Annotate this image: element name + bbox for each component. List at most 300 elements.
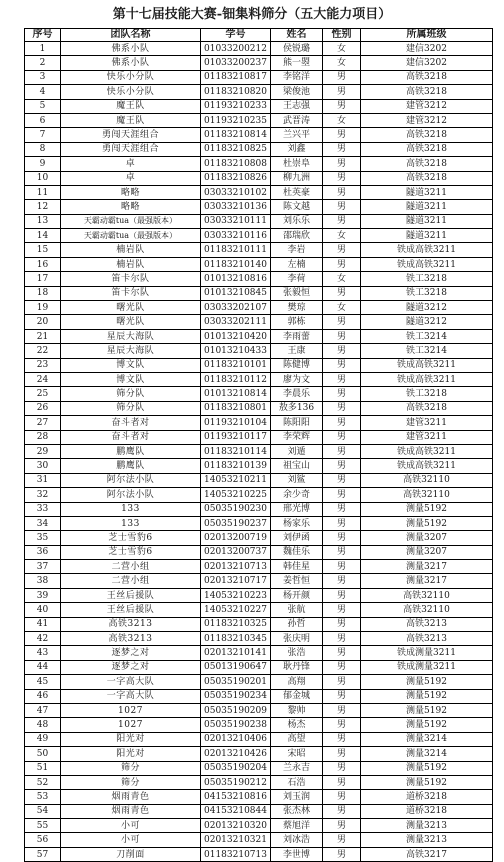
cell-gender: 男 <box>323 660 361 674</box>
cell-team: 快乐小分队 <box>61 70 201 84</box>
cell-team: 卓 <box>61 157 201 171</box>
cell-gender: 男 <box>323 775 361 789</box>
cell-name: 刘遁 <box>271 444 323 458</box>
cell-class: 高铁32110 <box>361 488 493 502</box>
cell-index: 54 <box>25 804 61 818</box>
cell-team: 筛分 <box>61 761 201 775</box>
cell-name: 李雨蕾 <box>271 329 323 343</box>
cell-name: 兰永吉 <box>271 761 323 775</box>
cell-class: 道桥3218 <box>361 804 493 818</box>
cell-index: 37 <box>25 560 61 574</box>
cell-student-id: 05035190238 <box>201 718 271 732</box>
cell-gender: 男 <box>323 171 361 185</box>
cell-gender: 男 <box>323 142 361 156</box>
cell-team: 阳光对 <box>61 747 201 761</box>
table-row <box>25 632 493 646</box>
cell-index: 38 <box>25 574 61 588</box>
table-row <box>25 113 493 127</box>
table-row <box>25 502 493 516</box>
cell-index: 20 <box>25 315 61 329</box>
cell-class: 隧道3212 <box>361 315 493 329</box>
cell-index: 1 <box>25 42 61 56</box>
table-row <box>25 42 493 56</box>
cell-index: 8 <box>25 142 61 156</box>
table-row <box>25 430 493 444</box>
cell-student-id: 01033200212 <box>201 42 271 56</box>
cell-class: 测量5192 <box>361 761 493 775</box>
cell-gender: 男 <box>323 387 361 401</box>
cell-student-id: 04153210844 <box>201 804 271 818</box>
cell-index: 34 <box>25 516 61 530</box>
table-row <box>25 387 493 401</box>
cell-index: 36 <box>25 545 61 559</box>
cell-class: 高铁3218 <box>361 171 493 185</box>
cell-name: 陈文越 <box>271 200 323 214</box>
cell-gender: 男 <box>323 761 361 775</box>
cell-class: 铁成高铁3211 <box>361 257 493 271</box>
cell-index: 52 <box>25 775 61 789</box>
cell-name: 张庆明 <box>271 632 323 646</box>
cell-name: 敖多136 <box>271 401 323 415</box>
cell-class: 测量5192 <box>361 689 493 703</box>
table-row <box>25 675 493 689</box>
cell-team: 高铁3213 <box>61 617 201 631</box>
cell-team: 1027 <box>61 718 201 732</box>
table-row <box>25 157 493 171</box>
cell-class: 高铁3218 <box>361 128 493 142</box>
cell-student-id: 01193210233 <box>201 99 271 113</box>
cell-index: 29 <box>25 444 61 458</box>
cell-name: 郁金城 <box>271 689 323 703</box>
column-header-gender: 性别 <box>323 29 361 42</box>
cell-student-id: 14053210225 <box>201 488 271 502</box>
cell-name: 廖为文 <box>271 372 323 386</box>
cell-gender: 男 <box>323 286 361 300</box>
table-row <box>25 200 493 214</box>
table-row <box>25 329 493 343</box>
cell-name: 耿丹锋 <box>271 660 323 674</box>
cell-index: 33 <box>25 502 61 516</box>
cell-student-id: 14053210227 <box>201 603 271 617</box>
cell-gender: 女 <box>323 301 361 315</box>
cell-index: 49 <box>25 732 61 746</box>
cell-index: 15 <box>25 243 61 257</box>
cell-gender: 男 <box>323 747 361 761</box>
cell-student-id: 01183210814 <box>201 128 271 142</box>
cell-student-id: 02013200719 <box>201 531 271 545</box>
cell-student-id: 03033202107 <box>201 301 271 315</box>
cell-class: 高铁3218 <box>361 157 493 171</box>
cell-gender: 女 <box>323 42 361 56</box>
cell-name: 杨家乐 <box>271 516 323 530</box>
cell-team: 一字高大队 <box>61 675 201 689</box>
table-row <box>25 128 493 142</box>
cell-gender: 男 <box>323 703 361 717</box>
cell-student-id: 03033210116 <box>201 229 271 243</box>
cell-name: 姜哲恒 <box>271 574 323 588</box>
cell-team: 筛分队 <box>61 387 201 401</box>
cell-gender: 女 <box>323 56 361 70</box>
cell-class: 隧道3211 <box>361 185 493 199</box>
cell-name: 石浩 <box>271 775 323 789</box>
cell-team: 曙光队 <box>61 301 201 315</box>
cell-index: 46 <box>25 689 61 703</box>
cell-name: 李世博 <box>271 847 323 861</box>
cell-name: 高翔 <box>271 675 323 689</box>
cell-gender: 男 <box>323 416 361 430</box>
cell-team: 天霸动霸tua（最强版本） <box>61 229 201 243</box>
cell-student-id: 01183210808 <box>201 157 271 171</box>
cell-team: 勇闯天涯组合 <box>61 128 201 142</box>
cell-class: 建管3211 <box>361 430 493 444</box>
table-row <box>25 689 493 703</box>
cell-team: 略略 <box>61 200 201 214</box>
cell-index: 42 <box>25 632 61 646</box>
cell-index: 30 <box>25 459 61 473</box>
cell-student-id: 02013210717 <box>201 574 271 588</box>
cell-team: 逐梦之对 <box>61 660 201 674</box>
table-row <box>25 473 493 487</box>
cell-index: 35 <box>25 531 61 545</box>
cell-gender: 男 <box>323 588 361 602</box>
cell-name: 兰兴平 <box>271 128 323 142</box>
cell-index: 12 <box>25 200 61 214</box>
cell-index: 50 <box>25 747 61 761</box>
cell-index: 16 <box>25 257 61 271</box>
cell-name: 李荷 <box>271 272 323 286</box>
cell-class: 建信3202 <box>361 42 493 56</box>
cell-team: 勇闯天涯组合 <box>61 142 201 156</box>
cell-team: 略略 <box>61 185 201 199</box>
table-row <box>25 257 493 271</box>
cell-team: 王丝后援队 <box>61 603 201 617</box>
table-row <box>25 847 493 861</box>
cell-gender: 男 <box>323 545 361 559</box>
cell-student-id: 03033210111 <box>201 214 271 228</box>
cell-index: 4 <box>25 85 61 99</box>
cell-team: 楠岩队 <box>61 257 201 271</box>
cell-student-id: 05035190209 <box>201 703 271 717</box>
cell-index: 32 <box>25 488 61 502</box>
cell-name: 邵瑞欣 <box>271 229 323 243</box>
cell-class: 铁成高铁3211 <box>361 459 493 473</box>
cell-index: 14 <box>25 229 61 243</box>
column-header-class: 所属班级 <box>361 29 493 42</box>
cell-gender: 男 <box>323 617 361 631</box>
cell-team: 筛分 <box>61 775 201 789</box>
cell-team: 一字高大队 <box>61 689 201 703</box>
cell-name: 梁俊池 <box>271 85 323 99</box>
cell-team: 星辰大海队 <box>61 344 201 358</box>
cell-team: 小可 <box>61 833 201 847</box>
cell-name: 熊一曌 <box>271 56 323 70</box>
column-header-team: 团队名称 <box>61 29 201 42</box>
cell-gender: 男 <box>323 560 361 574</box>
cell-name: 祖宝山 <box>271 459 323 473</box>
cell-index: 11 <box>25 185 61 199</box>
cell-student-id: 01013210814 <box>201 387 271 401</box>
table-row <box>25 372 493 386</box>
cell-student-id: 02013210320 <box>201 819 271 833</box>
cell-gender: 男 <box>323 372 361 386</box>
table-row <box>25 574 493 588</box>
cell-name: 杨杰 <box>271 718 323 732</box>
cell-class: 铁工3218 <box>361 387 493 401</box>
table-row <box>25 775 493 789</box>
cell-team: 魔王队 <box>61 99 201 113</box>
cell-team: 奋斗者对 <box>61 416 201 430</box>
cell-name: 余少奇 <box>271 488 323 502</box>
cell-student-id: 05035190230 <box>201 502 271 516</box>
cell-gender: 男 <box>323 185 361 199</box>
cell-name: 刘伊函 <box>271 531 323 545</box>
cell-gender: 男 <box>323 401 361 415</box>
cell-team: 二营小组 <box>61 560 201 574</box>
cell-student-id: 05035190237 <box>201 516 271 530</box>
table-row <box>25 761 493 775</box>
cell-student-id: 01183210825 <box>201 142 271 156</box>
cell-index: 9 <box>25 157 61 171</box>
cell-student-id: 01183210713 <box>201 847 271 861</box>
cell-gender: 男 <box>323 473 361 487</box>
cell-student-id: 01183210801 <box>201 401 271 415</box>
cell-name: 刘玉润 <box>271 790 323 804</box>
cell-name: 张浩 <box>271 646 323 660</box>
cell-gender: 男 <box>323 603 361 617</box>
cell-gender: 女 <box>323 272 361 286</box>
cell-name: 张毅恒 <box>271 286 323 300</box>
cell-student-id: 05035190201 <box>201 675 271 689</box>
cell-student-id: 01013210845 <box>201 286 271 300</box>
cell-class: 测量3214 <box>361 732 493 746</box>
cell-student-id: 01013210420 <box>201 329 271 343</box>
table-row <box>25 358 493 372</box>
table-row <box>25 286 493 300</box>
cell-name: 李铭洋 <box>271 70 323 84</box>
cell-gender: 男 <box>323 819 361 833</box>
cell-gender: 男 <box>323 675 361 689</box>
cell-team: 博文队 <box>61 358 201 372</box>
cell-class: 测量5192 <box>361 675 493 689</box>
cell-student-id: 01193210235 <box>201 113 271 127</box>
cell-index: 48 <box>25 718 61 732</box>
cell-index: 3 <box>25 70 61 84</box>
cell-class: 铁工3214 <box>361 329 493 343</box>
cell-team: 佛系小队 <box>61 42 201 56</box>
cell-index: 27 <box>25 416 61 430</box>
cell-team: 小可 <box>61 819 201 833</box>
table-row <box>25 560 493 574</box>
cell-name: 杨开颜 <box>271 588 323 602</box>
table-row <box>25 819 493 833</box>
cell-index: 43 <box>25 646 61 660</box>
cell-team: 楠岩队 <box>61 243 201 257</box>
table-row <box>25 833 493 847</box>
cell-index: 56 <box>25 833 61 847</box>
cell-class: 测量3213 <box>361 819 493 833</box>
cell-class: 隧道3211 <box>361 229 493 243</box>
cell-student-id: 01013210816 <box>201 272 271 286</box>
table-row <box>25 171 493 185</box>
cell-index: 53 <box>25 790 61 804</box>
table-row <box>25 545 493 559</box>
cell-name: 李荣辉 <box>271 430 323 444</box>
cell-index: 13 <box>25 214 61 228</box>
cell-index: 5 <box>25 99 61 113</box>
table-row <box>25 344 493 358</box>
cell-class: 测量5192 <box>361 703 493 717</box>
cell-gender: 男 <box>323 632 361 646</box>
cell-gender: 男 <box>323 85 361 99</box>
cell-team: 笛卡尔队 <box>61 286 201 300</box>
table-row <box>25 790 493 804</box>
cell-class: 铁成高铁3211 <box>361 243 493 257</box>
cell-class: 建信3202 <box>361 56 493 70</box>
cell-class: 建管3211 <box>361 416 493 430</box>
roster-table <box>24 28 493 862</box>
cell-name: 邢光博 <box>271 502 323 516</box>
cell-student-id: 01183210112 <box>201 372 271 386</box>
table-row <box>25 732 493 746</box>
cell-class: 测量5192 <box>361 516 493 530</box>
table-row <box>25 214 493 228</box>
cell-class: 测量3207 <box>361 545 493 559</box>
cell-class: 高铁3218 <box>361 142 493 156</box>
cell-student-id: 01183210139 <box>201 459 271 473</box>
cell-gender: 男 <box>323 531 361 545</box>
cell-index: 47 <box>25 703 61 717</box>
cell-class: 测量5192 <box>361 718 493 732</box>
cell-index: 7 <box>25 128 61 142</box>
table-row <box>25 703 493 717</box>
cell-index: 21 <box>25 329 61 343</box>
table-row <box>25 401 493 415</box>
cell-team: 烟雨青色 <box>61 790 201 804</box>
cell-team: 阿尔法小队 <box>61 473 201 487</box>
cell-gender: 男 <box>323 200 361 214</box>
table-row <box>25 531 493 545</box>
table-row <box>25 488 493 502</box>
cell-student-id: 01183210325 <box>201 617 271 631</box>
table-row <box>25 301 493 315</box>
cell-gender: 女 <box>323 229 361 243</box>
cell-gender: 男 <box>323 257 361 271</box>
cell-class: 高铁32110 <box>361 588 493 602</box>
cell-student-id: 05035190204 <box>201 761 271 775</box>
table-row <box>25 459 493 473</box>
cell-index: 23 <box>25 358 61 372</box>
cell-team: 1027 <box>61 703 201 717</box>
cell-class: 高铁3218 <box>361 401 493 415</box>
cell-class: 隧道3211 <box>361 214 493 228</box>
cell-student-id: 03033202111 <box>201 315 271 329</box>
cell-team: 鹏鹰队 <box>61 444 201 458</box>
cell-student-id: 01183210826 <box>201 171 271 185</box>
cell-gender: 男 <box>323 214 361 228</box>
cell-gender: 男 <box>323 833 361 847</box>
table-body <box>25 42 493 862</box>
cell-name: 蔡旭洋 <box>271 819 323 833</box>
cell-class: 铁工3218 <box>361 272 493 286</box>
cell-student-id: 01193210104 <box>201 416 271 430</box>
cell-team: 博文队 <box>61 372 201 386</box>
sheet-title: 第十七届技能大赛-钿集料筛分（五大能力项目） <box>112 7 392 22</box>
table-row <box>25 56 493 70</box>
table-row <box>25 185 493 199</box>
table-row <box>25 588 493 602</box>
cell-student-id: 02013210426 <box>201 747 271 761</box>
cell-student-id: 02013210141 <box>201 646 271 660</box>
cell-student-id: 05013190647 <box>201 660 271 674</box>
cell-index: 18 <box>25 286 61 300</box>
cell-class: 测量3217 <box>361 560 493 574</box>
cell-class: 高铁32110 <box>361 473 493 487</box>
cell-student-id: 03033210102 <box>201 185 271 199</box>
cell-team: 魔王队 <box>61 113 201 127</box>
cell-class: 高铁3218 <box>361 85 493 99</box>
cell-gender: 男 <box>323 732 361 746</box>
cell-class: 测量5192 <box>361 502 493 516</box>
cell-name: 高望 <box>271 732 323 746</box>
cell-student-id: 01183210114 <box>201 444 271 458</box>
cell-class: 高铁3213 <box>361 617 493 631</box>
cell-gender: 男 <box>323 99 361 113</box>
cell-index: 51 <box>25 761 61 775</box>
table-row <box>25 747 493 761</box>
cell-class: 测量3214 <box>361 747 493 761</box>
cell-class: 高铁32110 <box>361 603 493 617</box>
table-row <box>25 142 493 156</box>
cell-student-id: 05035190234 <box>201 689 271 703</box>
cell-name: 黎帅 <box>271 703 323 717</box>
cell-name: 王志强 <box>271 99 323 113</box>
cell-name: 刘冰浩 <box>271 833 323 847</box>
cell-gender: 男 <box>323 358 361 372</box>
cell-index: 10 <box>25 171 61 185</box>
cell-gender: 男 <box>323 128 361 142</box>
cell-team: 烟雨青色 <box>61 804 201 818</box>
cell-gender: 男 <box>323 344 361 358</box>
cell-student-id: 05035190212 <box>201 775 271 789</box>
cell-class: 铁工3218 <box>361 286 493 300</box>
cell-team: 佛系小队 <box>61 56 201 70</box>
cell-team: 阳光对 <box>61 732 201 746</box>
table-row <box>25 444 493 458</box>
cell-student-id: 01183210817 <box>201 70 271 84</box>
cell-class: 铁成测量3211 <box>361 646 493 660</box>
cell-class: 测量5192 <box>361 775 493 789</box>
cell-index: 2 <box>25 56 61 70</box>
cell-gender: 男 <box>323 444 361 458</box>
cell-index: 45 <box>25 675 61 689</box>
table-row <box>25 646 493 660</box>
cell-name: 李岩 <box>271 243 323 257</box>
cell-class: 铁工3214 <box>361 344 493 358</box>
table-row <box>25 272 493 286</box>
cell-team: 天霸动霸tua（最强版本） <box>61 214 201 228</box>
cell-class: 铁成高铁3211 <box>361 358 493 372</box>
cell-team: 王丝后援队 <box>61 588 201 602</box>
column-header-student-id: 学号 <box>201 29 271 42</box>
cell-team: 133 <box>61 516 201 530</box>
cell-student-id: 01183210820 <box>201 85 271 99</box>
cell-student-id: 01193210117 <box>201 430 271 444</box>
cell-gender: 男 <box>323 243 361 257</box>
cell-name: 侯锐璐 <box>271 42 323 56</box>
cell-name: 刘鑫 <box>271 142 323 156</box>
cell-team: 鹏鹰队 <box>61 459 201 473</box>
table-row <box>25 603 493 617</box>
